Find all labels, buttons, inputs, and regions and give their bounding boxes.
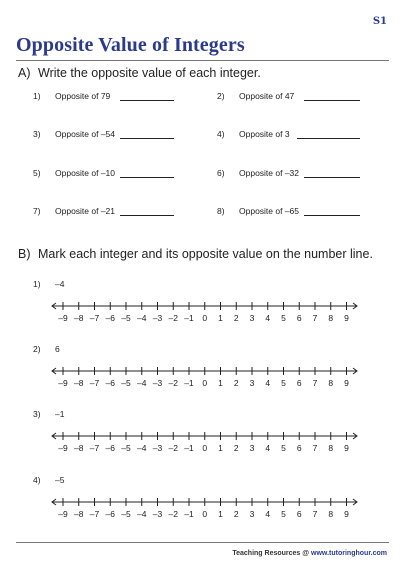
section-b-heading [18,247,373,261]
tick-label: –7 [89,378,100,388]
tick-label: 3 [249,313,255,323]
tick-label: –5 [121,509,131,519]
number-line[interactable] [0,492,405,522]
item-integer: –4 [55,279,65,289]
answer-blank[interactable] [304,215,360,216]
tick-label: 6 [296,378,302,388]
answer-blank[interactable] [304,177,360,178]
tick-label: –6 [105,313,115,323]
number-line[interactable] [0,361,405,391]
footer-divider [16,542,389,543]
question-number: 7) [33,206,41,216]
tick-label: 9 [344,443,349,453]
item-number: 2) [33,344,41,354]
question-text: Opposite of –54 [55,129,116,139]
section-b-instruction: Mark each integer and its opposite value on the number line. [38,247,373,261]
tick-label: 5 [281,509,286,519]
question-number: 8) [217,206,225,216]
tick-label: 0 [202,378,208,388]
tick-label: 3 [249,509,255,519]
number-line[interactable] [0,426,405,456]
tick-label: 0 [202,313,208,323]
tick-label: 5 [281,378,286,388]
question-8 [217,206,377,218]
tick-label: –1 [184,509,194,519]
tick-label: 0 [202,509,208,519]
tick-label: 3 [249,443,255,453]
tick-label: 6 [296,313,302,323]
tick-label: –3 [152,443,163,453]
tick-label: –6 [105,509,115,519]
question-1 [33,91,193,103]
tick-label: 1 [218,378,223,388]
answer-blank[interactable] [297,138,360,139]
tick-label: 3 [249,378,255,388]
question-text: Opposite of 3 [239,129,290,139]
tick-label: –5 [121,378,131,388]
tick-label: 2 [233,509,239,519]
tick-label: 9 [344,509,349,519]
tick-label: –8 [74,443,84,453]
tick-label: –3 [152,378,163,388]
tick-label: 6 [296,509,302,519]
question-7 [33,206,193,218]
item-integer: –5 [55,475,65,485]
tick-label: –6 [105,443,115,453]
footer-credit [232,550,387,557]
tick-label: –7 [89,443,100,453]
sheet-code: S1 [372,16,387,27]
tick-label: –6 [105,378,115,388]
question-text: Opposite of –10 [55,168,116,178]
tick-label: 7 [312,509,318,519]
tick-label: –7 [89,509,100,519]
question-text: Opposite of 79 [55,91,111,101]
tick-label: 6 [296,443,302,453]
tick-label: –8 [74,509,84,519]
tick-label: 2 [233,443,239,453]
tick-label: 5 [281,313,286,323]
tick-label: 7 [312,443,318,453]
question-number: 5) [33,168,41,178]
tick-label: –1 [184,443,194,453]
question-6 [217,168,377,180]
question-number: 6) [217,168,225,178]
tick-label: –2 [168,509,178,519]
question-text: Opposite of 47 [239,91,295,101]
tick-label: –8 [74,313,84,323]
question-number: 3) [33,129,41,139]
tick-label: –1 [184,313,194,323]
tick-label: 2 [233,378,239,388]
number-line[interactable] [0,296,405,326]
question-5 [33,168,193,180]
tick-label: –1 [184,378,194,388]
question-2 [217,91,377,103]
answer-blank[interactable] [120,177,174,178]
question-text: Opposite of –65 [239,206,300,216]
tick-label: –3 [152,313,163,323]
item-integer: –1 [55,409,65,419]
item-number: 4) [33,475,41,485]
tick-label: –8 [74,378,84,388]
title-divider [16,60,389,61]
tick-label: –2 [168,443,178,453]
tick-label: 8 [328,509,334,519]
question-3 [33,129,193,141]
footer-link[interactable]: www.tutoringhour.com [311,550,387,557]
tick-label: 4 [265,443,271,453]
tick-label: –3 [152,509,163,519]
tick-label: –5 [121,313,131,323]
footer-prefix: Teaching Resources @ [232,550,312,557]
tick-label: –9 [58,443,68,453]
tick-label: 9 [344,313,349,323]
tick-label: –4 [137,313,147,323]
question-number: 4) [217,129,225,139]
tick-label: –9 [58,313,68,323]
tick-label: 7 [312,378,318,388]
tick-label: –2 [168,313,178,323]
tick-label: 1 [218,443,223,453]
answer-blank[interactable] [120,138,174,139]
tick-label: 7 [312,313,318,323]
question-text: Opposite of –21 [55,206,116,216]
tick-label: –5 [121,443,131,453]
tick-label: 2 [233,313,239,323]
tick-label: 8 [328,313,334,323]
tick-label: –7 [89,313,100,323]
tick-label: –2 [168,378,178,388]
item-number: 1) [33,279,41,289]
tick-label: 1 [218,509,223,519]
question-4 [217,129,377,141]
item-integer: 6 [55,344,60,354]
tick-label: –4 [137,378,147,388]
answer-blank[interactable] [120,215,174,216]
answer-blank[interactable] [304,100,360,101]
tick-label: 5 [281,443,286,453]
question-number: 1) [33,91,41,101]
tick-label: –4 [137,509,147,519]
tick-label: –9 [58,378,68,388]
page-title: Opposite Value of Integers [16,34,245,56]
section-a-heading [18,66,261,80]
section-b-letter: B) [18,247,31,261]
tick-label: 4 [265,509,271,519]
section-a-letter: A) [18,66,31,80]
tick-label: 4 [265,313,271,323]
question-number: 2) [217,91,225,101]
tick-label: –9 [58,509,68,519]
answer-blank[interactable] [120,100,174,101]
item-number: 3) [33,409,41,419]
question-text: Opposite of –32 [239,168,300,178]
tick-label: 9 [344,378,349,388]
tick-label: 1 [218,313,223,323]
tick-label: 8 [328,443,334,453]
tick-label: 0 [202,443,208,453]
tick-label: –4 [137,443,147,453]
tick-label: 4 [265,378,271,388]
tick-label: 8 [328,378,334,388]
section-a-instruction: Write the opposite value of each integer. [38,66,261,80]
